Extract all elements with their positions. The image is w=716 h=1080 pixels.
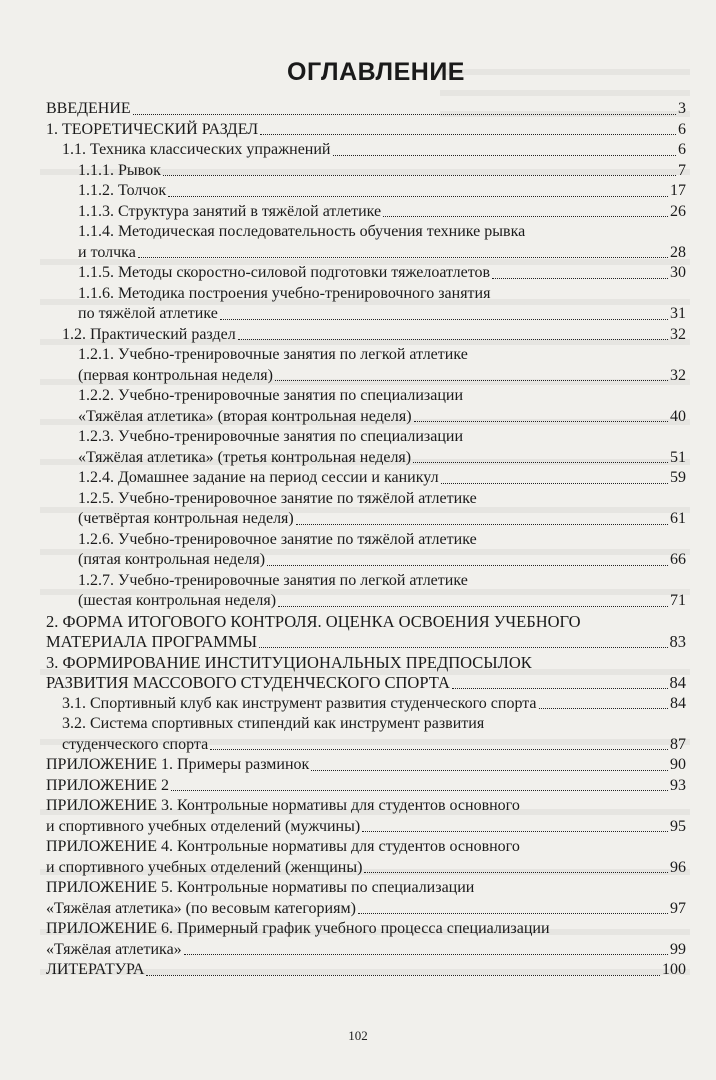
toc-title: ОГЛАВЛЕНИЕ (287, 58, 465, 86)
toc-page-number: 95 (670, 817, 686, 835)
toc-entry-text: 3.1. Спортивный клуб как инструмент развития студенческого спорта (62, 694, 537, 712)
toc-entry-text: «Тяжёлая атлетика» (46, 940, 182, 958)
toc-entry-text: 1.2.3. Учебно-тренировочные занятия по специализации (78, 428, 464, 445)
toc-entry-text: 1.2.4. Домашнее задание на период сессии и каникул (78, 469, 439, 486)
toc-page-number: 6 (678, 141, 686, 158)
toc-entry-text: 1.1.1. Рывок (78, 161, 161, 179)
toc-entry-text: «Тяжёлая атлетика» (вторая контрольная неделя) (78, 407, 412, 425)
toc-entry (46, 837, 686, 878)
toc-page-number: 3 (678, 100, 686, 117)
dot-leader (275, 380, 668, 381)
toc-entry-text: МАТЕРИАЛА ПРОГРАММЫ (46, 632, 257, 651)
dot-leader (168, 196, 668, 197)
toc-entry (46, 386, 686, 427)
toc-entry (46, 202, 686, 223)
toc-entry (46, 427, 686, 468)
toc-entry-text: 1.2.6. Учебно-тренировочное занятие по тяжёлой атлетике (78, 530, 477, 548)
dot-leader (260, 134, 676, 135)
toc-entry-text: ПРИЛОЖЕНИЕ 3. Контрольные нормативы для студентов основного (46, 797, 520, 814)
toc-entry-text: 1.1.3. Структура занятий в тяжёлой атлетике (78, 202, 382, 220)
toc-page-number: 51 (670, 448, 686, 466)
toc-entry-text: 1.2.1. Учебно-тренировочные занятия по легкой атлетике (78, 346, 468, 363)
dot-leader (296, 524, 668, 525)
toc-entry (46, 222, 686, 263)
dot-leader (539, 708, 668, 709)
toc-page-number: 17 (670, 182, 686, 199)
toc-entry-text: ПРИЛОЖЕНИЕ 1. Примеры разминок (46, 756, 310, 773)
toc-entry-text: ПРИЛОЖЕНИЕ 4. Контрольные нормативы для студентов основного (46, 838, 520, 855)
toc-entry-text: 1.2.7. Учебно-тренировочные занятия по легкой атлетике (78, 571, 468, 589)
toc-entry-text: 1.2.2. Учебно-тренировочные занятия по специализации (78, 387, 464, 404)
toc-entry (46, 653, 686, 694)
toc-page-number: 40 (670, 407, 686, 425)
toc-entry-text: «Тяжёлая атлетика» (по весовым категориям) (46, 899, 356, 917)
toc-entry (46, 714, 686, 755)
toc-page-number: 96 (670, 858, 686, 876)
toc-page-number: 84 (669, 673, 686, 692)
toc-entry (46, 755, 686, 776)
dot-leader (133, 114, 676, 115)
toc-page-number: 87 (670, 735, 686, 753)
toc-page-number: 84 (670, 694, 686, 712)
toc-entry (46, 796, 686, 837)
dot-leader (414, 421, 668, 422)
toc-entry (46, 489, 686, 530)
toc-entry-text: ПРИЛОЖЕНИЕ 2 (46, 776, 170, 794)
toc-entry (46, 99, 686, 120)
dot-leader (383, 216, 668, 217)
toc-entry (46, 140, 686, 161)
toc-page-number: 7 (678, 161, 686, 179)
toc-entry-text: и толчка (78, 243, 136, 261)
toc-entry-text: 3.2. Система спортивных стипендий как инструмент развития (62, 715, 485, 732)
toc-entry (46, 919, 686, 960)
toc-entry-text: (пятая контрольная неделя) (78, 551, 266, 568)
toc-page-number: 93 (670, 776, 686, 794)
page-number: 102 (348, 1028, 368, 1043)
dot-leader (220, 319, 668, 320)
toc-entry (46, 776, 686, 797)
toc-entry-text: и спортивного учебных отделений (женщины) (46, 858, 363, 876)
dot-leader (238, 339, 668, 340)
toc-entry-text: по тяжёлой атлетике (78, 305, 218, 322)
toc-page-number: 83 (669, 632, 686, 651)
dot-leader (413, 462, 668, 463)
toc-entry-text: 1.1. Техника классических упражнений (62, 141, 331, 158)
toc-page-number: 99 (670, 940, 686, 958)
toc-page-number: 90 (670, 756, 686, 773)
dot-leader (452, 688, 668, 689)
toc-page-number: 32 (670, 366, 686, 384)
toc-entry-text: 2. ФОРМА ИТОГОВОГО КОНТРОЛЯ. ОЦЕНКА ОСВОЕНИЯ УЧЕБНОГО (46, 611, 581, 631)
dot-leader (333, 155, 677, 156)
toc-entry-text: ЛИТЕРАТУРА (46, 961, 145, 978)
toc-entry-text: (первая контрольная неделя) (78, 366, 273, 384)
toc-entry-text: ПРИЛОЖЕНИЕ 5. Контрольные нормативы по специализации (46, 879, 475, 896)
toc-page-number: 97 (670, 899, 686, 917)
toc-entry-text: 1.1.6. Методика построения учебно-тренировочного занятия (78, 284, 491, 302)
toc-entry (46, 263, 686, 284)
dot-leader (441, 483, 668, 484)
toc-page-number: 59 (670, 469, 686, 486)
toc-page-number: 31 (670, 305, 686, 322)
toc-page-number: 30 (670, 264, 686, 281)
toc-entry (46, 571, 686, 612)
toc-entry-text: 1. ТЕОРЕТИЧЕСКИЙ РАЗДЕЛ (46, 120, 259, 138)
dot-leader (278, 606, 668, 607)
toc-entry (46, 960, 686, 981)
dot-leader (358, 913, 668, 914)
dot-leader (210, 749, 668, 750)
toc-list (46, 99, 686, 981)
dot-leader (163, 175, 676, 176)
dot-leader (311, 770, 668, 771)
toc-entry-text: 1.1.4. Методическая последовательность обучения технике рывка (78, 223, 526, 240)
toc-page-number: 100 (662, 961, 686, 978)
toc-page-number: 66 (670, 551, 686, 568)
toc-entry (46, 120, 686, 141)
table-of-contents (46, 58, 686, 981)
toc-entry-text: РАЗВИТИЯ МАССОВОГО СТУДЕНЧЕСКОГО СПОРТА (46, 673, 450, 692)
toc-entry-text: 1.2. Практический раздел (62, 325, 236, 343)
dot-leader (492, 278, 668, 279)
dot-leader (267, 565, 668, 566)
toc-entry-text: (шестая контрольная неделя) (78, 592, 277, 609)
toc-entry (46, 612, 686, 653)
dot-leader (362, 831, 668, 832)
dot-leader (138, 257, 668, 258)
toc-page-number: 28 (670, 243, 686, 261)
dot-leader (364, 872, 668, 873)
toc-entry-text: ВВЕДЕНИЕ (46, 100, 131, 117)
toc-entry (46, 530, 686, 571)
toc-page-number: 26 (670, 202, 686, 220)
toc-entry-text: 1.1.5. Методы скоростно-силовой подготовки тяжелоатлетов (78, 264, 491, 281)
toc-entry-text: студенческого спорта (62, 735, 209, 753)
toc-page-number: 71 (670, 592, 686, 609)
toc-entry-text: (четвёртая контрольная неделя) (78, 510, 294, 527)
toc-entry-text: 1.2.5. Учебно-тренировочное занятие по тяжёлой атлетике (78, 489, 477, 507)
toc-entry (46, 161, 686, 182)
dot-leader (259, 647, 668, 648)
toc-entry-text: «Тяжёлая атлетика» (третья контрольная неделя) (78, 448, 412, 466)
toc-entry (46, 878, 686, 919)
dot-leader (146, 975, 660, 976)
toc-entry-text: 1.1.2. Толчок (78, 182, 167, 199)
dot-leader (184, 954, 668, 955)
toc-entry-text: 3. ФОРМИРОВАНИЕ ИНСТИТУЦИОНАЛЬНЫХ ПРЕДПОСЫЛОК (46, 652, 532, 672)
toc-entry-text: ПРИЛОЖЕНИЕ 6. Примерный график учебного процесса специализации (46, 920, 550, 937)
toc-entry (46, 468, 686, 489)
toc-entry (46, 345, 686, 386)
toc-entry (46, 284, 686, 325)
toc-page-number: 6 (678, 120, 686, 138)
dot-leader (171, 790, 668, 791)
toc-entry (46, 694, 686, 715)
toc-page-number: 61 (670, 510, 686, 527)
toc-page-number: 32 (670, 325, 686, 343)
toc-entry-text: и спортивного учебных отделений (мужчины) (46, 817, 361, 835)
toc-entry (46, 181, 686, 202)
toc-entry (46, 325, 686, 346)
